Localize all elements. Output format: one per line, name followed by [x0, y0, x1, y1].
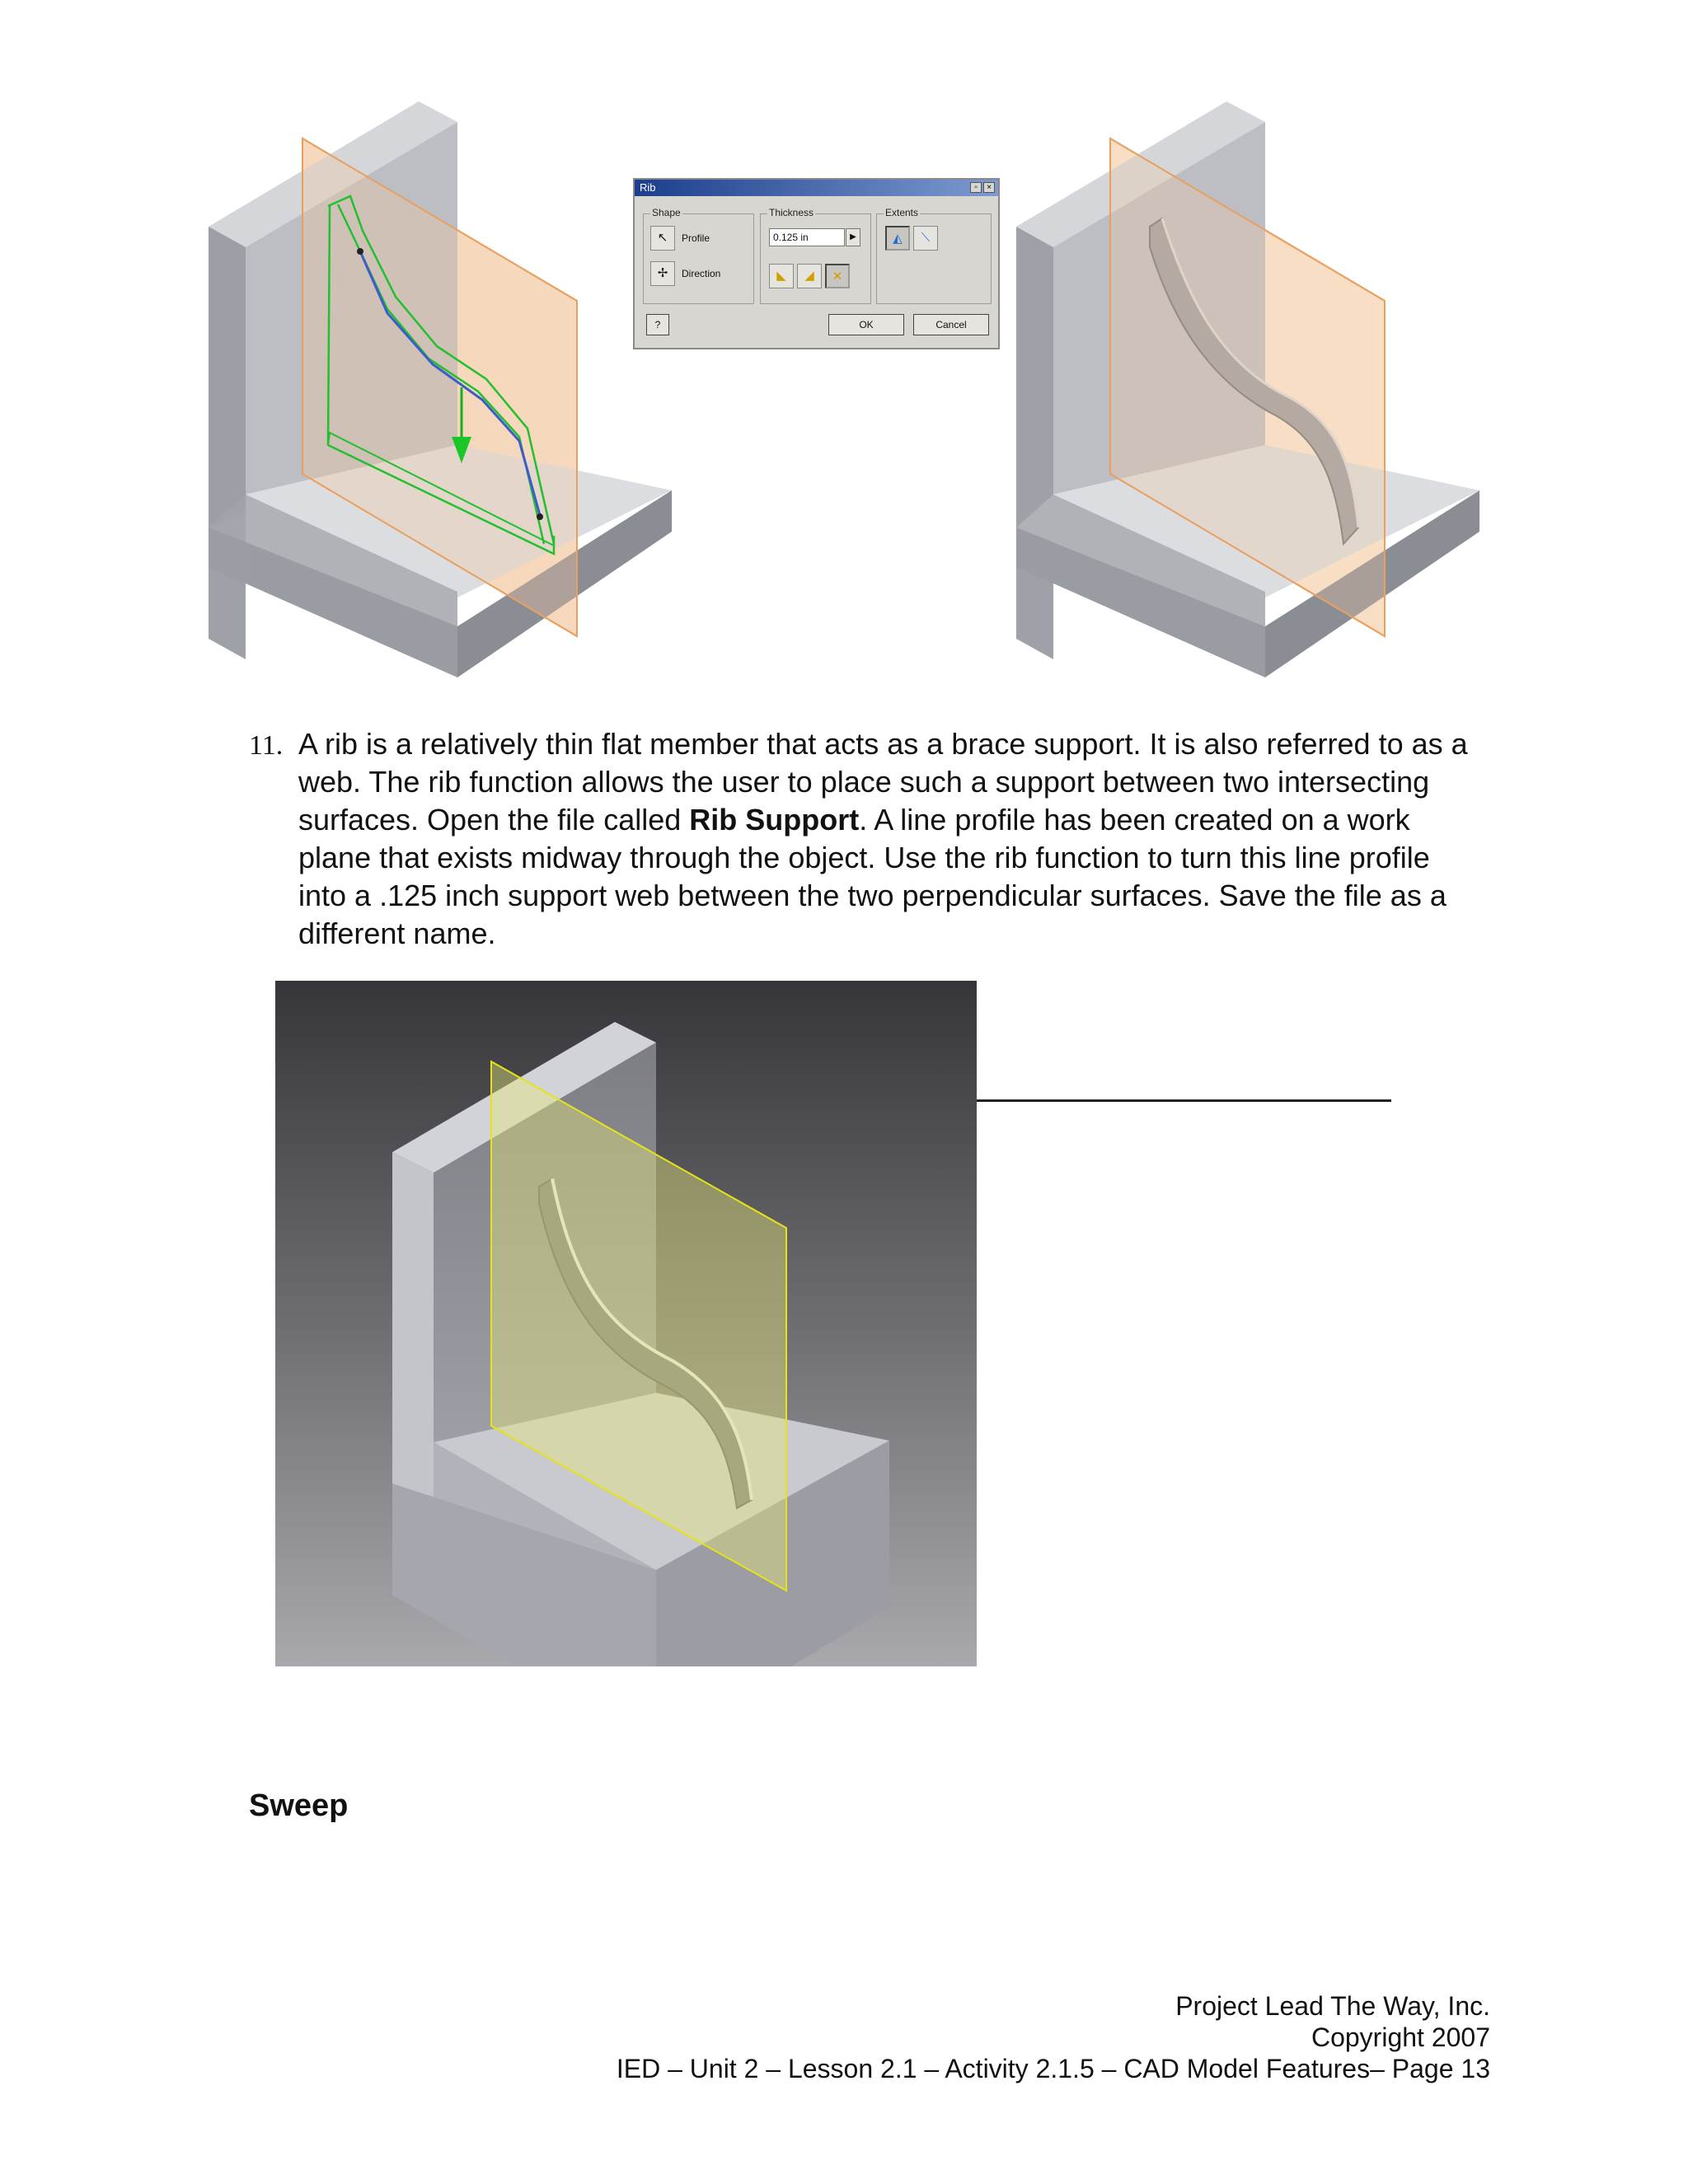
footer-copyright: Copyright 2007 [1311, 2022, 1490, 2052]
direction-two-icon: ◢ [804, 269, 814, 283]
rib-dialog-titlebar[interactable] [635, 180, 998, 196]
side-one-button[interactable] [769, 264, 794, 288]
profile-label: Profile [682, 232, 710, 244]
thickness-input[interactable] [769, 228, 845, 246]
thickness-group [760, 207, 871, 304]
help-icon: ? [654, 319, 661, 330]
ok-button-label: OK [859, 319, 874, 330]
direction-label: Direction [682, 268, 721, 279]
extents-group [876, 207, 992, 304]
close-icon[interactable]: × [983, 182, 995, 193]
step-text-part-1: A rib is a relatively thin flat member that acts as a brace support. It is also referred to as a web. The rib function allows the user to place such a support between two intersecting surfaces. Open the file called [298, 727, 1468, 837]
profile-select-button[interactable] [650, 226, 675, 251]
section-heading-sweep: Sweep [249, 1788, 349, 1823]
extents-group-label: Extents [885, 207, 919, 218]
answer-line [977, 1099, 1391, 1102]
direction-button[interactable] [650, 261, 675, 286]
finite-button[interactable] [913, 226, 938, 251]
side-two-button[interactable] [797, 264, 822, 288]
shape-group-label: Shape [652, 207, 681, 218]
cursor-arrow-icon: ↖ [657, 231, 668, 245]
footer-organization: Project Lead The Way, Inc. [1175, 1991, 1490, 2021]
symmetric-icon: ✕ [832, 269, 843, 284]
direction-cross-icon: ✢ [657, 266, 668, 280]
direction-one-icon: ◣ [776, 269, 786, 283]
finite-icon: ⟍ [921, 231, 931, 245]
thickness-value: 0.125 in [773, 232, 809, 243]
figure-rib-render [275, 981, 977, 1666]
help-button[interactable] [646, 314, 669, 335]
thickness-menu-arrow-icon[interactable]: ▶ [846, 228, 860, 246]
to-next-button[interactable] [885, 226, 910, 251]
restore-icon[interactable]: ▫ [970, 182, 982, 193]
step-paragraph [298, 725, 1477, 953]
shape-group [643, 207, 754, 304]
rib-dialog-title: Rib [640, 181, 656, 194]
step-text-part-2: . A line profile has been created on a work plane that exists midway through the object. Use the rib function to turn this line profile into a .125 inch support web between the two perpendicular surfaces. Save the file as a different name. [298, 803, 1447, 950]
thickness-group-label: Thickness [769, 207, 814, 218]
page-footer [617, 1990, 1490, 2084]
figure-rib-profile-sketch [206, 99, 676, 680]
symmetric-button[interactable] [825, 264, 850, 288]
rib-dialog [633, 178, 1000, 349]
footer-course-info: IED – Unit 2 – Lesson 2.1 – Activity 2.1.5 – CAD Model Features– Page 13 [616, 2054, 1490, 2083]
cancel-button-label: Cancel [935, 319, 967, 330]
to-next-icon: ◭ [893, 232, 903, 246]
figure-rib-result [1014, 99, 1484, 680]
cancel-button[interactable] [913, 314, 989, 335]
ok-button[interactable] [828, 314, 904, 335]
step-number: 11. [249, 730, 284, 761]
file-name-bold: Rib Support [689, 803, 860, 837]
